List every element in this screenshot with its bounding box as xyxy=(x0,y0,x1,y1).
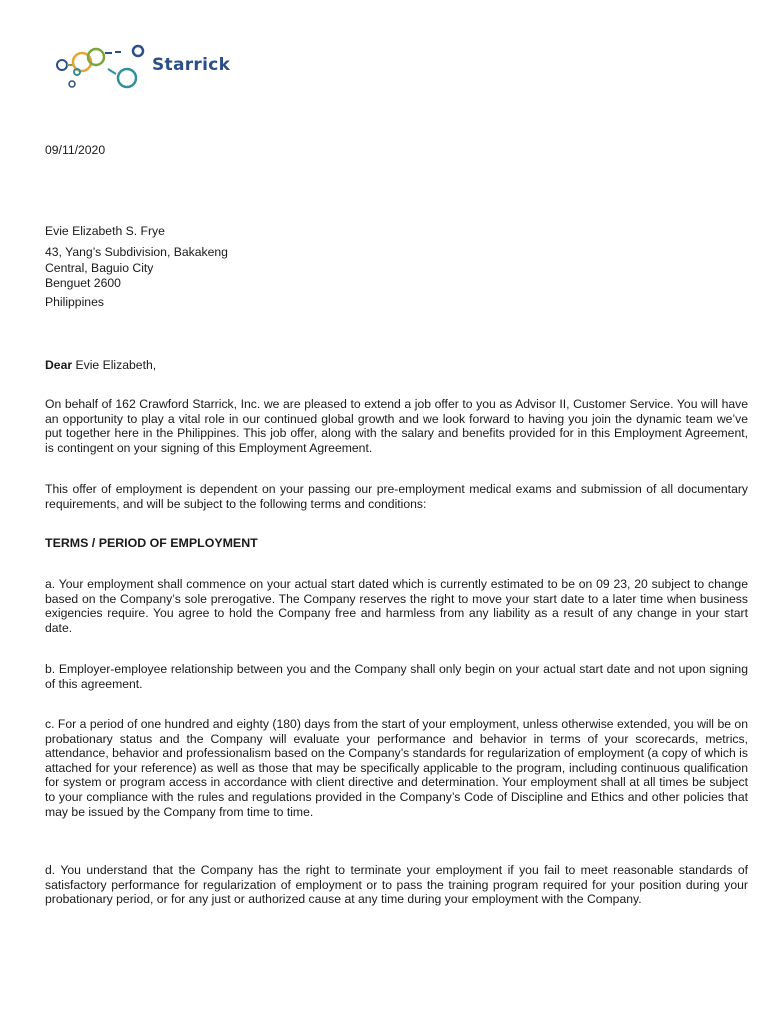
term-d-paragraph: d. You understand that the Company has the right to terminate your employment if you fail to meet reasonable standards of satisfactory performance for regularization of employment or to pass the training program required for your position during your probationary period, or for any just or authorized cause at any time during your employment with the Company. xyxy=(45,863,748,907)
company-logo-text: Starrick xyxy=(152,55,231,75)
recipient-country: Philippines xyxy=(45,295,104,309)
term-a-paragraph: a. Your employment shall commence on your actual start dated which is currently estimated to be on 09 23, 20 subject to change based on the Company’s sole prerogative. The Company reserves the right to move your start date to a later time when business exigencies require. You agree to hold the Company free and harmless from any liability as a result of any change in your start date. xyxy=(45,577,748,635)
salutation xyxy=(45,358,747,373)
recipient-address-line3: Benguet 2600 xyxy=(45,276,121,290)
recipient-address-line2: Central, Baguio City xyxy=(45,261,154,275)
letter-date: 09/11/2020 xyxy=(45,143,106,157)
intro-paragraph: On behalf of 162 Crawford Starrick, Inc. we are pleased to extend a job offer to you as Advisor II, Customer Service. You will have an opportunity to play a vital role in our continued global growth and we look forward to having you join the dynamic team we’ve put together here in the Philippines. This job offer, along with the salary and benefits provided for in this Employment Agreement, is contingent on your signing of this Employment Agreement. xyxy=(45,397,748,455)
salutation-name: Evie Elizabeth, xyxy=(75,358,157,372)
recipient-address-line1: 43, Yang’s Subdivision, Bakakeng xyxy=(45,245,228,259)
recipient-name: Evie Elizabeth S. Frye xyxy=(45,224,165,238)
section-heading: TERMS / PERIOD OF EMPLOYMENT xyxy=(45,536,258,550)
term-c-paragraph: c. For a period of one hundred and eighty (180) days from the start of your employment, unless otherwise extended, you will be on probationary status and the Company will evaluate your performance and behavior in terms of your scorecards, metrics, attendance, behavior and professionalism based on the Company’s standards for regularization of employment (a copy of which is attached for your reference) as well as those that may be specifically applicable to the program, including continuous qualification for system or program access in accordance with client directive and determination. Your employment shall at all times be subject to your compliance with the rules and regulations provided in the Company’s Code of Discipline and Ethics and other policies that may be issued by the Company from time to time. xyxy=(45,717,748,819)
term-b-paragraph: b. Employer-employee relationship between you and the Company shall only begin on your actual start date and not upon signing of this agreement. xyxy=(45,662,748,691)
salutation-dear: Dear xyxy=(45,358,73,372)
condition-paragraph: This offer of employment is dependent on your passing our pre-employment medical exams and submission of all documentary requirements, and will be subject to the following terms and conditions: xyxy=(45,482,748,511)
